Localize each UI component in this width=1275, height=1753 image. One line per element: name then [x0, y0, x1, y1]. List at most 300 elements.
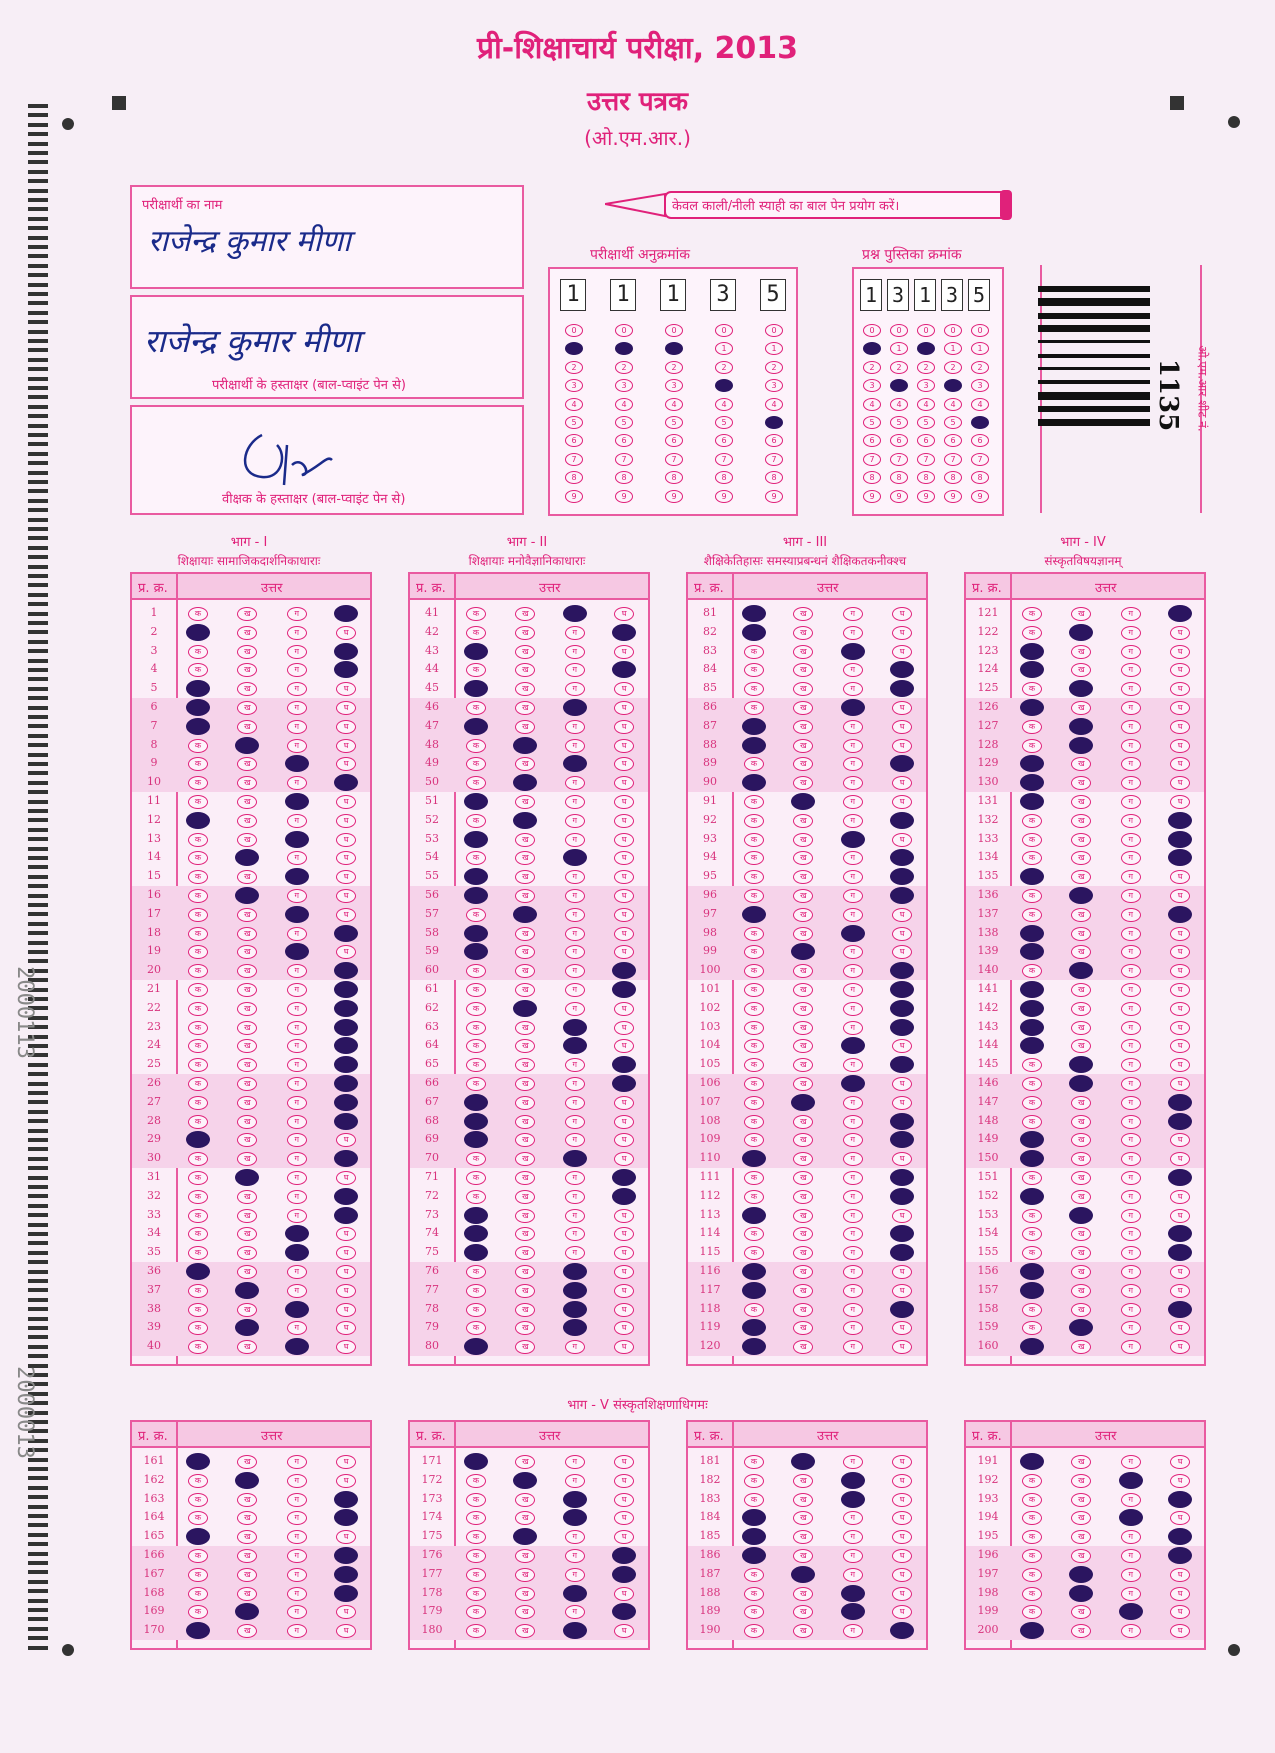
option-bubble[interactable]: [1168, 1491, 1192, 1508]
option-bubble[interactable]: घ: [614, 1587, 634, 1601]
option-bubble[interactable]: क: [466, 851, 486, 865]
option-bubble[interactable]: ग: [565, 833, 585, 847]
digit-bubble[interactable]: 8: [944, 471, 962, 484]
option-bubble[interactable]: ख: [515, 927, 535, 941]
option-bubble[interactable]: [235, 887, 259, 904]
option-bubble[interactable]: क: [466, 1474, 486, 1488]
option-bubble[interactable]: [235, 849, 259, 866]
option-bubble[interactable]: ग: [843, 607, 863, 621]
digit-bubble[interactable]: 3: [665, 379, 683, 392]
option-bubble[interactable]: [791, 943, 815, 960]
digit-bubble[interactable]: [890, 379, 908, 392]
option-bubble[interactable]: ग: [565, 739, 585, 753]
option-bubble[interactable]: ग: [287, 1190, 307, 1204]
option-bubble[interactable]: [186, 718, 210, 735]
option-bubble[interactable]: ख: [237, 1058, 257, 1072]
digit-bubble[interactable]: 7: [765, 453, 783, 466]
digit-bubble[interactable]: 2: [944, 361, 962, 374]
option-bubble[interactable]: क: [744, 814, 764, 828]
option-bubble[interactable]: ख: [1071, 814, 1091, 828]
option-bubble[interactable]: घ: [1170, 1077, 1190, 1091]
option-bubble[interactable]: ग: [287, 1171, 307, 1185]
option-bubble[interactable]: ख: [793, 908, 813, 922]
option-bubble[interactable]: ख: [515, 701, 535, 715]
option-bubble[interactable]: क: [744, 1039, 764, 1053]
option-bubble[interactable]: [563, 755, 587, 772]
digit-bubble[interactable]: 9: [615, 490, 633, 503]
option-bubble[interactable]: ग: [1121, 645, 1141, 659]
option-bubble[interactable]: ख: [515, 983, 535, 997]
option-bubble[interactable]: ख: [793, 870, 813, 884]
option-bubble[interactable]: ख: [793, 1209, 813, 1223]
option-bubble[interactable]: क: [1022, 1115, 1042, 1129]
option-bubble[interactable]: क: [188, 1303, 208, 1317]
option-bubble[interactable]: [742, 1263, 766, 1280]
digit-bubble[interactable]: 0: [863, 324, 881, 337]
option-bubble[interactable]: घ: [614, 1340, 634, 1354]
digit-bubble[interactable]: 2: [665, 361, 683, 374]
option-bubble[interactable]: [464, 1338, 488, 1355]
option-bubble[interactable]: क: [466, 1624, 486, 1638]
option-bubble[interactable]: [235, 1282, 259, 1299]
option-bubble[interactable]: ख: [1071, 701, 1091, 715]
option-bubble[interactable]: ख: [237, 1077, 257, 1091]
option-bubble[interactable]: ग: [1121, 1209, 1141, 1223]
option-bubble[interactable]: [890, 849, 914, 866]
option-bubble[interactable]: ग: [287, 1265, 307, 1279]
option-bubble[interactable]: ख: [515, 1624, 535, 1638]
option-bubble[interactable]: घ: [336, 701, 356, 715]
option-bubble[interactable]: ग: [565, 1077, 585, 1091]
option-bubble[interactable]: घ: [336, 870, 356, 884]
option-bubble[interactable]: ख: [793, 1303, 813, 1317]
option-bubble[interactable]: [1020, 699, 1044, 716]
option-bubble[interactable]: ख: [237, 663, 257, 677]
option-bubble[interactable]: ख: [237, 1039, 257, 1053]
option-bubble[interactable]: घ: [614, 1227, 634, 1241]
digit-bubble[interactable]: 7: [615, 453, 633, 466]
option-bubble[interactable]: घ: [1170, 1605, 1190, 1619]
option-bubble[interactable]: क: [1022, 1549, 1042, 1563]
option-bubble[interactable]: घ: [614, 701, 634, 715]
option-bubble[interactable]: ख: [515, 833, 535, 847]
option-bubble[interactable]: [890, 1301, 914, 1318]
option-bubble[interactable]: क: [188, 1096, 208, 1110]
option-bubble[interactable]: ग: [843, 870, 863, 884]
option-bubble[interactable]: [334, 1075, 358, 1092]
option-bubble[interactable]: [612, 1056, 636, 1073]
option-bubble[interactable]: घ: [614, 1133, 634, 1147]
option-bubble[interactable]: [1119, 1509, 1143, 1526]
option-bubble[interactable]: ख: [1071, 1474, 1091, 1488]
option-bubble[interactable]: क: [188, 1152, 208, 1166]
option-bubble[interactable]: क: [1022, 851, 1042, 865]
option-bubble[interactable]: घ: [892, 908, 912, 922]
option-bubble[interactable]: ग: [287, 1039, 307, 1053]
option-bubble[interactable]: घ: [1170, 927, 1190, 941]
option-bubble[interactable]: ख: [237, 814, 257, 828]
option-bubble[interactable]: [464, 831, 488, 848]
option-bubble[interactable]: ख: [793, 1133, 813, 1147]
option-bubble[interactable]: [612, 1566, 636, 1583]
option-bubble[interactable]: ख: [793, 833, 813, 847]
option-bubble[interactable]: ग: [565, 927, 585, 941]
option-bubble[interactable]: क: [188, 889, 208, 903]
option-bubble[interactable]: ग: [843, 1058, 863, 1072]
option-bubble[interactable]: घ: [892, 1474, 912, 1488]
digit-bubble[interactable]: 3: [971, 379, 989, 392]
option-bubble[interactable]: ख: [1071, 1265, 1091, 1279]
option-bubble[interactable]: [841, 1075, 865, 1092]
option-bubble[interactable]: ग: [1121, 908, 1141, 922]
option-bubble[interactable]: [464, 643, 488, 660]
option-bubble[interactable]: ग: [565, 964, 585, 978]
option-bubble[interactable]: ख: [793, 1321, 813, 1335]
option-bubble[interactable]: ग: [565, 1549, 585, 1563]
option-bubble[interactable]: [235, 1319, 259, 1336]
option-bubble[interactable]: ग: [1121, 983, 1141, 997]
option-bubble[interactable]: क: [188, 1190, 208, 1204]
option-bubble[interactable]: क: [188, 1039, 208, 1053]
option-bubble[interactable]: घ: [1170, 1021, 1190, 1035]
option-bubble[interactable]: ख: [237, 1096, 257, 1110]
option-bubble[interactable]: क: [744, 1605, 764, 1619]
option-bubble[interactable]: ख: [237, 1021, 257, 1035]
option-bubble[interactable]: ग: [287, 1284, 307, 1298]
option-bubble[interactable]: ग: [1121, 1096, 1141, 1110]
option-bubble[interactable]: [1020, 1037, 1044, 1054]
option-bubble[interactable]: ख: [793, 1549, 813, 1563]
option-bubble[interactable]: क: [744, 851, 764, 865]
option-bubble[interactable]: ख: [793, 983, 813, 997]
option-bubble[interactable]: ग: [1121, 776, 1141, 790]
option-bubble[interactable]: घ: [892, 776, 912, 790]
option-bubble[interactable]: घ: [336, 1303, 356, 1317]
option-bubble[interactable]: ग: [843, 1096, 863, 1110]
option-bubble[interactable]: ग: [1121, 870, 1141, 884]
option-bubble[interactable]: क: [1022, 1246, 1042, 1260]
option-bubble[interactable]: क: [744, 682, 764, 696]
option-bubble[interactable]: घ: [336, 1171, 356, 1185]
option-bubble[interactable]: ख: [1071, 1096, 1091, 1110]
option-bubble[interactable]: ग: [1121, 1171, 1141, 1185]
option-bubble[interactable]: क: [188, 1002, 208, 1016]
option-bubble[interactable]: ग: [843, 964, 863, 978]
option-bubble[interactable]: ग: [287, 663, 307, 677]
option-bubble[interactable]: ख: [515, 1115, 535, 1129]
option-bubble[interactable]: ख: [793, 1474, 813, 1488]
option-bubble[interactable]: घ: [614, 645, 634, 659]
option-bubble[interactable]: क: [1022, 682, 1042, 696]
option-bubble[interactable]: ग: [565, 1002, 585, 1016]
option-bubble[interactable]: [186, 1453, 210, 1470]
option-bubble[interactable]: [1168, 906, 1192, 923]
option-bubble[interactable]: ग: [287, 814, 307, 828]
option-bubble[interactable]: ख: [515, 1152, 535, 1166]
option-bubble[interactable]: घ: [1170, 739, 1190, 753]
option-bubble[interactable]: घ: [1170, 795, 1190, 809]
option-bubble[interactable]: [285, 906, 309, 923]
option-bubble[interactable]: ख: [793, 1587, 813, 1601]
option-bubble[interactable]: [1069, 680, 1093, 697]
option-bubble[interactable]: ख: [1071, 1171, 1091, 1185]
option-bubble[interactable]: घ: [336, 795, 356, 809]
option-bubble[interactable]: ग: [843, 1002, 863, 1016]
option-bubble[interactable]: ग: [843, 1227, 863, 1241]
option-bubble[interactable]: [1168, 1094, 1192, 1111]
option-bubble[interactable]: क: [188, 1284, 208, 1298]
option-bubble[interactable]: घ: [614, 1624, 634, 1638]
option-bubble[interactable]: ख: [237, 870, 257, 884]
option-bubble[interactable]: [1069, 1585, 1093, 1602]
option-bubble[interactable]: [1069, 718, 1093, 735]
option-bubble[interactable]: क: [1022, 1493, 1042, 1507]
option-bubble[interactable]: ख: [793, 720, 813, 734]
option-bubble[interactable]: ख: [793, 701, 813, 715]
option-bubble[interactable]: ग: [565, 645, 585, 659]
option-bubble[interactable]: क: [466, 1021, 486, 1035]
option-bubble[interactable]: क: [466, 1530, 486, 1544]
option-bubble[interactable]: ख: [793, 1284, 813, 1298]
option-bubble[interactable]: ग: [1121, 1152, 1141, 1166]
option-bubble[interactable]: [334, 1037, 358, 1054]
option-bubble[interactable]: ख: [237, 1455, 257, 1469]
option-bubble[interactable]: ग: [843, 814, 863, 828]
option-bubble[interactable]: [1020, 981, 1044, 998]
option-bubble[interactable]: ग: [843, 1321, 863, 1335]
option-bubble[interactable]: ग: [1121, 1021, 1141, 1035]
option-bubble[interactable]: घ: [892, 1455, 912, 1469]
option-bubble[interactable]: [334, 1000, 358, 1017]
option-bubble[interactable]: ख: [515, 1058, 535, 1072]
option-bubble[interactable]: घ: [1170, 776, 1190, 790]
digit-bubble[interactable]: 9: [917, 490, 935, 503]
option-bubble[interactable]: [1020, 1263, 1044, 1280]
digit-bubble[interactable]: 2: [715, 361, 733, 374]
option-bubble[interactable]: ग: [1121, 1133, 1141, 1147]
option-bubble[interactable]: क: [188, 1474, 208, 1488]
option-bubble[interactable]: घ: [614, 1474, 634, 1488]
option-bubble[interactable]: ग: [843, 1284, 863, 1298]
option-bubble[interactable]: ग: [1121, 1340, 1141, 1354]
option-bubble[interactable]: ग: [1121, 701, 1141, 715]
option-bubble[interactable]: ग: [1121, 626, 1141, 640]
option-bubble[interactable]: ख: [237, 1227, 257, 1241]
option-bubble[interactable]: घ: [1170, 1340, 1190, 1354]
option-bubble[interactable]: [742, 1282, 766, 1299]
option-bubble[interactable]: ख: [793, 626, 813, 640]
option-bubble[interactable]: [1168, 1113, 1192, 1130]
digit-bubble[interactable]: 5: [615, 416, 633, 429]
option-bubble[interactable]: क: [188, 1021, 208, 1035]
option-bubble[interactable]: घ: [614, 814, 634, 828]
option-bubble[interactable]: ख: [237, 983, 257, 997]
option-bubble[interactable]: ख: [1071, 607, 1091, 621]
digit-bubble[interactable]: 4: [565, 398, 583, 411]
option-bubble[interactable]: ग: [1121, 739, 1141, 753]
option-bubble[interactable]: [841, 1585, 865, 1602]
option-bubble[interactable]: [742, 774, 766, 791]
option-bubble[interactable]: ख: [237, 945, 257, 959]
option-bubble[interactable]: ग: [287, 964, 307, 978]
option-bubble[interactable]: ख: [237, 795, 257, 809]
option-bubble[interactable]: [464, 680, 488, 697]
option-bubble[interactable]: क: [744, 1077, 764, 1091]
option-bubble[interactable]: क: [466, 739, 486, 753]
option-bubble[interactable]: ख: [237, 1209, 257, 1223]
option-bubble[interactable]: घ: [892, 701, 912, 715]
option-bubble[interactable]: ग: [287, 927, 307, 941]
option-bubble[interactable]: [186, 624, 210, 641]
option-bubble[interactable]: ग: [1121, 1455, 1141, 1469]
option-bubble[interactable]: क: [466, 1303, 486, 1317]
option-bubble[interactable]: ग: [843, 1455, 863, 1469]
option-bubble[interactable]: ख: [515, 795, 535, 809]
option-bubble[interactable]: क: [188, 1321, 208, 1335]
option-bubble[interactable]: घ: [614, 720, 634, 734]
option-bubble[interactable]: क: [744, 1133, 764, 1147]
option-bubble[interactable]: [334, 1113, 358, 1130]
option-bubble[interactable]: ख: [237, 1549, 257, 1563]
option-bubble[interactable]: घ: [336, 1265, 356, 1279]
option-bubble[interactable]: ग: [1121, 814, 1141, 828]
option-bubble[interactable]: ग: [1121, 1530, 1141, 1544]
digit-bubble[interactable]: 6: [944, 434, 962, 447]
option-bubble[interactable]: [563, 1150, 587, 1167]
option-bubble[interactable]: क: [1022, 1096, 1042, 1110]
option-bubble[interactable]: क: [466, 1605, 486, 1619]
digit-bubble[interactable]: 0: [971, 324, 989, 337]
option-bubble[interactable]: ग: [287, 645, 307, 659]
option-bubble[interactable]: ग: [843, 626, 863, 640]
option-bubble[interactable]: [890, 1225, 914, 1242]
digit-bubble[interactable]: 9: [863, 490, 881, 503]
option-bubble[interactable]: [890, 868, 914, 885]
option-bubble[interactable]: क: [466, 626, 486, 640]
option-bubble[interactable]: घ: [336, 626, 356, 640]
option-bubble[interactable]: क: [466, 908, 486, 922]
option-bubble[interactable]: [612, 1188, 636, 1205]
option-bubble[interactable]: [612, 1075, 636, 1092]
option-bubble[interactable]: [890, 1188, 914, 1205]
option-bubble[interactable]: [563, 1585, 587, 1602]
digit-bubble[interactable]: 0: [565, 324, 583, 337]
option-bubble[interactable]: [612, 981, 636, 998]
option-bubble[interactable]: [791, 1094, 815, 1111]
option-bubble[interactable]: क: [188, 964, 208, 978]
option-bubble[interactable]: ख: [237, 626, 257, 640]
option-bubble[interactable]: घ: [336, 739, 356, 753]
option-bubble[interactable]: ख: [515, 1077, 535, 1091]
option-bubble[interactable]: ख: [515, 757, 535, 771]
option-bubble[interactable]: [612, 661, 636, 678]
option-bubble[interactable]: ग: [565, 682, 585, 696]
option-bubble[interactable]: घ: [892, 1039, 912, 1053]
option-bubble[interactable]: [742, 624, 766, 641]
option-bubble[interactable]: घ: [614, 607, 634, 621]
option-bubble[interactable]: क: [744, 701, 764, 715]
option-bubble[interactable]: घ: [892, 1265, 912, 1279]
option-bubble[interactable]: [334, 1585, 358, 1602]
option-bubble[interactable]: ग: [565, 1605, 585, 1619]
digit-bubble[interactable]: 6: [765, 434, 783, 447]
option-bubble[interactable]: घ: [1170, 1511, 1190, 1525]
option-bubble[interactable]: ख: [237, 645, 257, 659]
option-bubble[interactable]: ग: [1121, 1246, 1141, 1260]
option-bubble[interactable]: [742, 737, 766, 754]
option-bubble[interactable]: ख: [237, 720, 257, 734]
option-bubble[interactable]: ग: [287, 1455, 307, 1469]
option-bubble[interactable]: क: [188, 945, 208, 959]
option-bubble[interactable]: ग: [843, 908, 863, 922]
option-bubble[interactable]: [464, 943, 488, 960]
option-bubble[interactable]: घ: [892, 795, 912, 809]
option-bubble[interactable]: घ: [892, 1340, 912, 1354]
option-bubble[interactable]: घ: [614, 927, 634, 941]
option-bubble[interactable]: ख: [1071, 1511, 1091, 1525]
option-bubble[interactable]: [186, 1528, 210, 1545]
option-bubble[interactable]: ग: [565, 626, 585, 640]
option-bubble[interactable]: क: [1022, 1587, 1042, 1601]
option-bubble[interactable]: क: [1022, 1530, 1042, 1544]
option-bubble[interactable]: ग: [843, 1549, 863, 1563]
option-bubble[interactable]: [890, 755, 914, 772]
option-bubble[interactable]: [890, 812, 914, 829]
option-bubble[interactable]: [1020, 661, 1044, 678]
option-bubble[interactable]: ख: [793, 927, 813, 941]
option-bubble[interactable]: [791, 1566, 815, 1583]
option-bubble[interactable]: [1168, 605, 1192, 622]
option-bubble[interactable]: क: [744, 1171, 764, 1185]
digit-bubble[interactable]: 8: [863, 471, 881, 484]
option-bubble[interactable]: [841, 1037, 865, 1054]
option-bubble[interactable]: ग: [565, 776, 585, 790]
option-bubble[interactable]: ख: [1071, 945, 1091, 959]
digit-bubble[interactable]: 5: [665, 416, 683, 429]
option-bubble[interactable]: [513, 812, 537, 829]
option-bubble[interactable]: ख: [237, 776, 257, 790]
option-bubble[interactable]: ग: [287, 1152, 307, 1166]
option-bubble[interactable]: [235, 1472, 259, 1489]
digit-bubble[interactable]: 7: [565, 453, 583, 466]
option-bubble[interactable]: घ: [614, 739, 634, 753]
option-bubble[interactable]: [563, 1019, 587, 1036]
option-bubble[interactable]: क: [744, 1115, 764, 1129]
option-bubble[interactable]: घ: [1170, 1190, 1190, 1204]
option-bubble[interactable]: ख: [515, 945, 535, 959]
option-bubble[interactable]: ग: [1121, 1227, 1141, 1241]
option-bubble[interactable]: क: [188, 645, 208, 659]
option-bubble[interactable]: ग: [843, 757, 863, 771]
option-bubble[interactable]: ख: [793, 645, 813, 659]
digit-bubble[interactable]: 7: [715, 453, 733, 466]
option-bubble[interactable]: ग: [1121, 1190, 1141, 1204]
option-bubble[interactable]: क: [1022, 814, 1042, 828]
digit-bubble[interactable]: 0: [890, 324, 908, 337]
option-bubble[interactable]: घ: [892, 607, 912, 621]
option-bubble[interactable]: [1020, 643, 1044, 660]
option-bubble[interactable]: ख: [515, 1190, 535, 1204]
option-bubble[interactable]: क: [188, 607, 208, 621]
option-bubble[interactable]: ग: [565, 795, 585, 809]
option-bubble[interactable]: ग: [565, 1568, 585, 1582]
option-bubble[interactable]: घ: [892, 1152, 912, 1166]
digit-bubble[interactable]: [917, 342, 935, 355]
option-bubble[interactable]: ख: [237, 1115, 257, 1129]
option-bubble[interactable]: घ: [892, 945, 912, 959]
option-bubble[interactable]: ख: [237, 1133, 257, 1147]
option-bubble[interactable]: घ: [614, 1021, 634, 1035]
